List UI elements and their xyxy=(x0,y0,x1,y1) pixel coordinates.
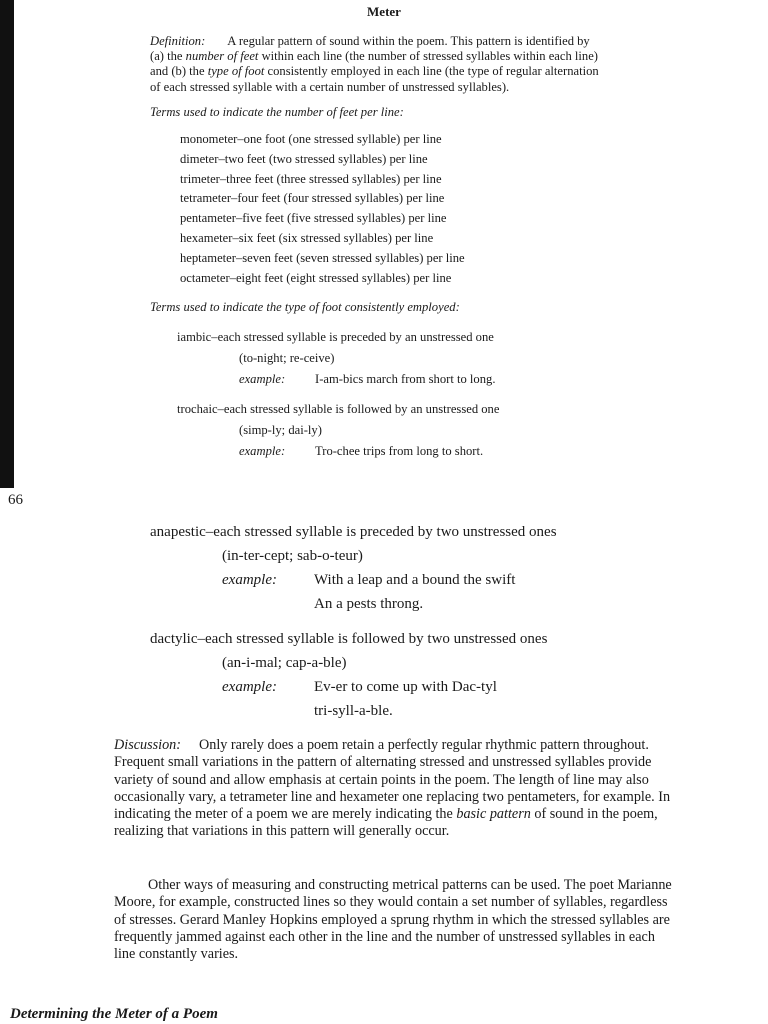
list-item: monometer–one foot (one stressed syllable) per line xyxy=(180,132,442,147)
list-item: tetrameter–four feet (four stressed syllables) per line xyxy=(180,191,445,206)
definition-text-3: consistently employed in each line (the type of regular alternation of each stressed syllable with a certain number of unstressed syllables). xyxy=(150,64,599,94)
foot-trochaic xyxy=(177,401,605,461)
foot-words: (to-night; re-ceive) xyxy=(239,350,335,365)
foot-words: (in-ter-cept; sab-o-teur) xyxy=(222,548,363,564)
page-title: Meter xyxy=(367,4,401,19)
other-ways-text: Other ways of measuring and constructing metrical patterns can be used. The poet Marianne Moore, for example, constructed lines so they would contain a set number of syllables, regardless of stresses. Gerard Manley Hopkins employed a sprung rhythm in which the stressed syllables are frequently jammed against each other in the line and the number of unstressed syllables in each line constantly varies. xyxy=(114,877,672,963)
list-item: octameter–eight feet (eight stressed syllables) per line xyxy=(180,270,452,285)
discussion-paragraph xyxy=(114,737,674,841)
other-ways-paragraph xyxy=(114,877,674,963)
list-item: trimeter–three feet (three stressed syllables) per line xyxy=(180,171,442,186)
foot-iambic xyxy=(177,329,605,389)
list-item: hexameter–six feet (six stressed syllables) per line xyxy=(180,231,434,245)
section-heading: Determining the Meter of a Poem xyxy=(10,1006,218,1022)
example-text: With a leap and a bound the swift xyxy=(314,572,516,588)
definition-emphasis-1: number of feet xyxy=(185,49,259,64)
example-text: Tro-chee trips from long to short. xyxy=(315,443,484,458)
example-label: example: xyxy=(239,371,286,386)
feet-heading: Terms used to indicate the number of feet per line: xyxy=(150,104,404,119)
example-label: example: xyxy=(222,572,277,588)
scan-edge-shadow xyxy=(0,0,14,488)
list-item: pentameter–five feet (five stressed syllables) per line xyxy=(180,211,447,226)
upper-section xyxy=(150,34,605,461)
foot-definition: anapestic–each stressed syllable is preceded by two unstressed ones xyxy=(150,524,557,540)
foot-type-heading: Terms used to indicate the type of foot consistently employed: xyxy=(150,300,460,315)
example-text: Ev-er to come up with Dac-tyl xyxy=(314,679,497,695)
discussion-text-2: of sound in the poem, realizing that variations in this pattern will generally occur. xyxy=(114,806,658,840)
foot-words: (simp-ly; dai-ly) xyxy=(239,422,322,437)
example-label: example: xyxy=(222,679,277,695)
page-number: 66 xyxy=(8,492,23,508)
example-continuation: tri-syll-a-ble. xyxy=(314,703,393,719)
definition-text-2: within each line (the number of stressed syllables within each line) and (b) the xyxy=(150,49,599,79)
list-item: dimeter–two feet (two stressed syllables) per line xyxy=(180,151,428,166)
foot-anapestic xyxy=(150,520,710,616)
example-label: example: xyxy=(239,443,286,458)
foot-words: (an-i-mal; cap-a-ble) xyxy=(222,655,347,671)
example-text: I-am-bics march from short to long. xyxy=(315,371,496,386)
definition-paragraph xyxy=(150,34,605,95)
definition-emphasis-2: type of foot xyxy=(207,64,265,79)
foot-definition: iambic–each stressed syllable is preceded by an unstressed one xyxy=(177,329,494,344)
foot-example xyxy=(150,568,710,592)
discussion-label: Discussion: xyxy=(114,737,181,753)
foot-dactylic xyxy=(150,627,710,723)
discussion-text-1: Only rarely does a poem retain a perfectly regular rhythmic pattern throughout. Frequent small variations in the pattern of alternating stressed and unstressed syllables provide variety of sound and allow emphasis at certain points in the poem. The length of line may also occasionally vary, a tetrameter line and hexameter one replacing two pentameters, for example. In indicating the meter of a poem we are merely indicating the xyxy=(114,737,671,823)
list-item: heptameter–seven feet (seven stressed syllables) per line xyxy=(180,250,465,265)
foot-example xyxy=(177,369,605,389)
feet-list xyxy=(180,130,605,288)
definition-label: Definition: xyxy=(150,34,206,48)
example-continuation: An a pests throng. xyxy=(314,596,424,612)
foot-definition: trochaic–each stressed syllable is followed by an unstressed one xyxy=(177,401,500,416)
definition-text-1: A regular pattern of sound within the poem. This pattern is identified by (a) the xyxy=(150,34,590,64)
discussion-emphasis: basic pattern xyxy=(456,806,531,823)
foot-definition: dactylic–each stressed syllable is followed by two unstressed ones xyxy=(150,631,548,647)
foot-example xyxy=(150,675,710,699)
foot-example xyxy=(177,441,605,461)
